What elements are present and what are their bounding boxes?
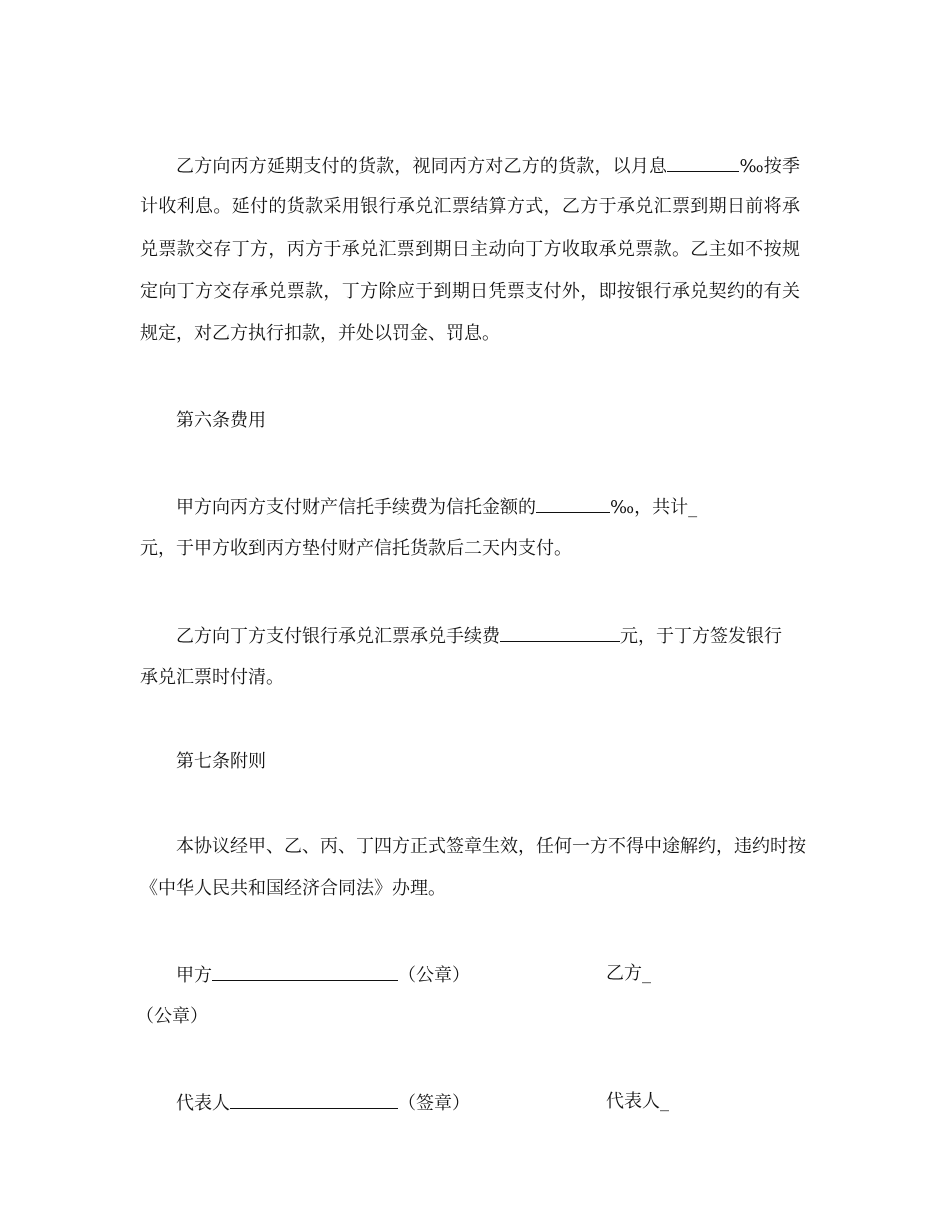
article6-p1-line1 xyxy=(176,496,697,518)
representative-a xyxy=(176,1092,470,1114)
blank-party-a xyxy=(212,964,398,981)
blank-rep-a xyxy=(230,1092,398,1109)
text: （签章） xyxy=(398,1093,470,1114)
text: 乙方向丁方支付银行承兑汇票承兑手续费 xyxy=(176,626,500,647)
para1-line3: 兑票款交存丁方，丙方于承兑汇票到期日主动向丁方收取承兑票款。乙主如不按规 xyxy=(140,239,800,260)
article6-p2-line2: 承兑汇票时付清。 xyxy=(140,667,284,688)
party-b-seal: （公章） xyxy=(136,1006,208,1027)
text: ‰按季 xyxy=(739,156,801,177)
party-b-signature: 乙方_ xyxy=(606,963,651,984)
text: 甲方 xyxy=(176,965,212,986)
para1-line2: 计收利息。延付的货款采用银行承兑汇票结算方式，乙方于承兑汇票到期日前将承 xyxy=(140,196,800,217)
article6-p1-line2: 元，于甲方收到丙方垫付财产信托货款后二天内支付。 xyxy=(140,538,572,559)
text: 元，于丁方签发银行 xyxy=(620,626,782,647)
party-a-signature xyxy=(176,964,470,986)
article7-line2: 《中华人民共和国经济合同法》办理。 xyxy=(140,878,446,899)
article6-title: 第六条费用 xyxy=(176,410,266,431)
article7-title: 第七条附则 xyxy=(176,751,266,772)
para1-line1 xyxy=(176,155,800,177)
text: 甲方向丙方支付财产信托手续费为信托金额的 xyxy=(176,497,536,518)
article6-p2-line1 xyxy=(176,625,782,647)
para1-line5: 规定，对乙方执行扣款，并处以罚金、罚息。 xyxy=(140,323,500,344)
text: ‰，共计_ xyxy=(610,497,698,518)
text: 代表人 xyxy=(176,1093,230,1114)
blank-fee-amount xyxy=(500,625,620,642)
article7-line1: 本协议经甲、乙、丙、丁四方正式签章生效，任何一方不得中途解约，违约时按 xyxy=(176,836,806,857)
text: 乙方向丙方延期支付的货款，视同丙方对乙方的货款，以月息 xyxy=(176,156,668,177)
text: （公章） xyxy=(398,965,470,986)
representative-b: 代表人_ xyxy=(606,1091,669,1112)
blank-fee-rate xyxy=(536,496,610,513)
blank-rate-field xyxy=(667,155,739,172)
para1-line4: 定向丁方交存承兑票款，丁方除应于到期日凭票支付外，即按银行承兑契约的有关 xyxy=(140,281,800,302)
